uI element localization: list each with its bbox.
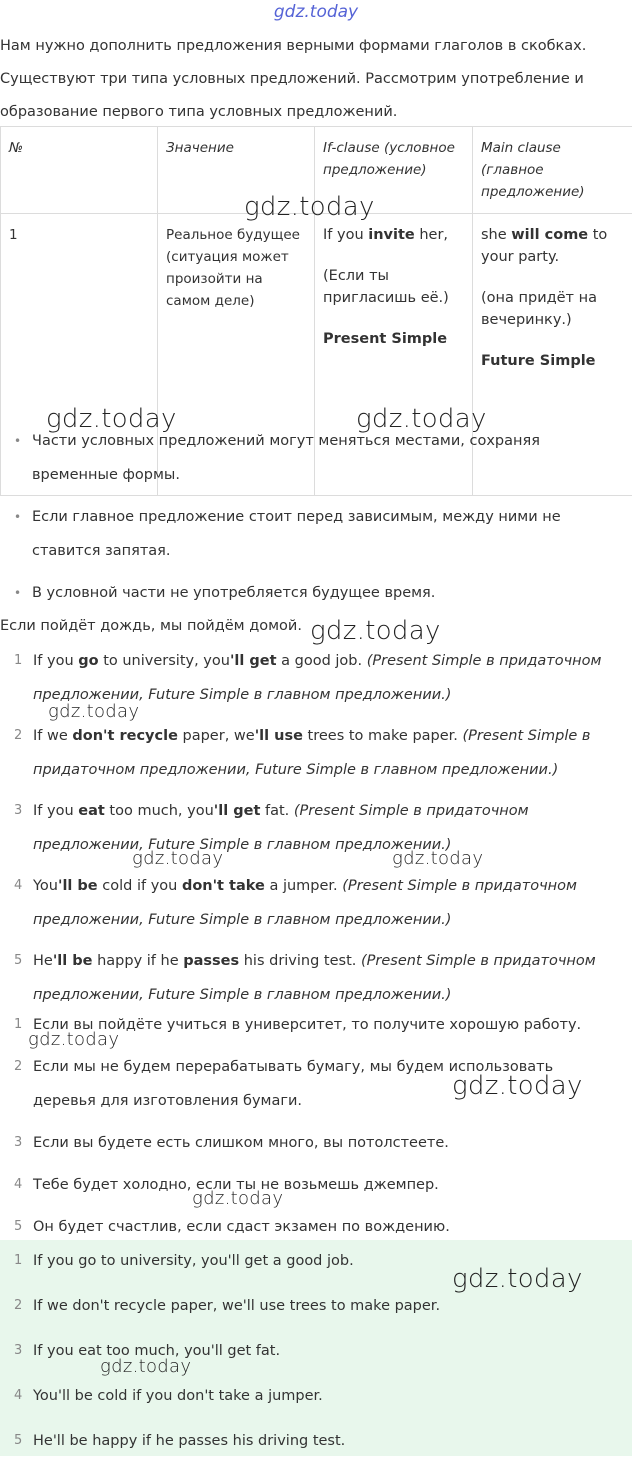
list-item: • Если главное предложение стоит перед зависимым, между ними не ставится запятая. bbox=[0, 500, 600, 568]
watermark: gdz.today bbox=[46, 404, 177, 434]
main-clause-translation: (она придёт на вечеринку.) bbox=[481, 287, 624, 331]
table-header: Значение bbox=[158, 127, 315, 214]
list-item: 3 If you eat too much, you'll get fat. (Present Simple в придаточном предложении, Future Simple в главном предложении.) bbox=[0, 794, 620, 862]
table-header-row bbox=[1, 127, 632, 214]
table-cell-meaning: Реальное будущее (ситуация может произойти на самом деле) bbox=[158, 214, 315, 496]
watermark: gdz.today bbox=[100, 1356, 191, 1377]
watermark: gdz.today bbox=[452, 1264, 583, 1294]
table-header: Main clause (главное предложение) bbox=[473, 127, 632, 214]
list-item: 2 If we don't recycle paper, we'll use trees to make paper. (Present Simple в придаточном предложении, Future Simple в главном предложении.) bbox=[0, 719, 620, 787]
list-item: • В условной части не употребляется будущее время. bbox=[0, 576, 600, 610]
russian-translations bbox=[0, 1008, 620, 1252]
header-watermark: gdz.today bbox=[0, 2, 632, 22]
list-item: 1 Если вы пойдёте учиться в университет, то получите хорошую работу. bbox=[0, 1008, 620, 1042]
list-item: 4 You'll be cold if you don't take a jumper. bbox=[0, 1379, 620, 1413]
list-item: 5 He'll be happy if he passes his driving test. (Present Simple в придаточном предложении, Future Simple в главном предложении.) bbox=[0, 944, 620, 1012]
table-header: № bbox=[1, 127, 158, 214]
list-item: 4 You'll be cold if you don't take a jumper. (Present Simple в придаточном предложении, Future Simple в главном предложении.) bbox=[0, 869, 620, 937]
table-header: If-clause (условное предложение) bbox=[315, 127, 473, 214]
rules-list bbox=[0, 424, 600, 618]
example-sentence: Если пойдёт дождь, мы пойдём домой. bbox=[0, 612, 302, 640]
watermark: gdz.today bbox=[310, 616, 441, 646]
list-item: 3 Если вы будете есть слишком много, вы потолстеете. bbox=[0, 1126, 620, 1160]
main-clause-tense: Future Simple bbox=[481, 350, 624, 372]
watermark: gdz.today bbox=[356, 404, 487, 434]
watermark: gdz.today bbox=[48, 701, 139, 722]
watermark: gdz.today bbox=[392, 848, 483, 869]
watermark: gdz.today bbox=[452, 1071, 583, 1101]
main-clause-example: she will come to your party. bbox=[481, 224, 624, 268]
if-clause-translation: (Если ты пригласишь её.) bbox=[323, 265, 464, 309]
list-item: 5 He'll be happy if he passes his driving test. bbox=[0, 1424, 620, 1458]
watermark: gdz.today bbox=[192, 1188, 283, 1209]
list-item: 3 If you eat too much, you'll get fat. bbox=[0, 1334, 620, 1368]
if-clause-example: If you invite her, bbox=[323, 224, 464, 246]
watermark: gdz.today bbox=[132, 848, 223, 869]
intro-paragraph: Нам нужно дополнить предложения верными формами глаголов в скобках. Существуют три типа условных предложений. Рассмотрим употребление и образование первого типа условных предложений. bbox=[0, 30, 628, 129]
list-item: 5 Он будет счастлив, если сдаст экзамен по вождению. bbox=[0, 1210, 620, 1244]
list-item: 2 If we don't recycle paper, we'll use trees to make paper. bbox=[0, 1289, 620, 1323]
if-clause-tense: Present Simple bbox=[323, 328, 464, 350]
list-item: 2 Если мы не будем перерабатывать бумагу, мы будем использовать деревья для изготовления бумаги. bbox=[0, 1050, 620, 1118]
list-item: 1 If you go to university, you'll get a good job. (Present Simple в придаточном предложении, Future Simple в главном предложении.) bbox=[0, 644, 620, 712]
table-cell-num: 1 bbox=[1, 214, 158, 496]
list-item: 1 If you go to university, you'll get a good job. bbox=[0, 1244, 620, 1278]
watermark: gdz.today bbox=[244, 192, 375, 222]
list-item: • Части условных предложений могут меняться местами, сохраняя временные формы. bbox=[0, 424, 600, 492]
answer-list bbox=[0, 1244, 620, 1469]
list-item: 4 Тебе будет холодно, если ты не возьмешь джемпер. bbox=[0, 1168, 620, 1202]
answer-box bbox=[0, 1240, 632, 1456]
english-sentences bbox=[0, 644, 620, 1019]
watermark: gdz.today bbox=[28, 1029, 119, 1050]
